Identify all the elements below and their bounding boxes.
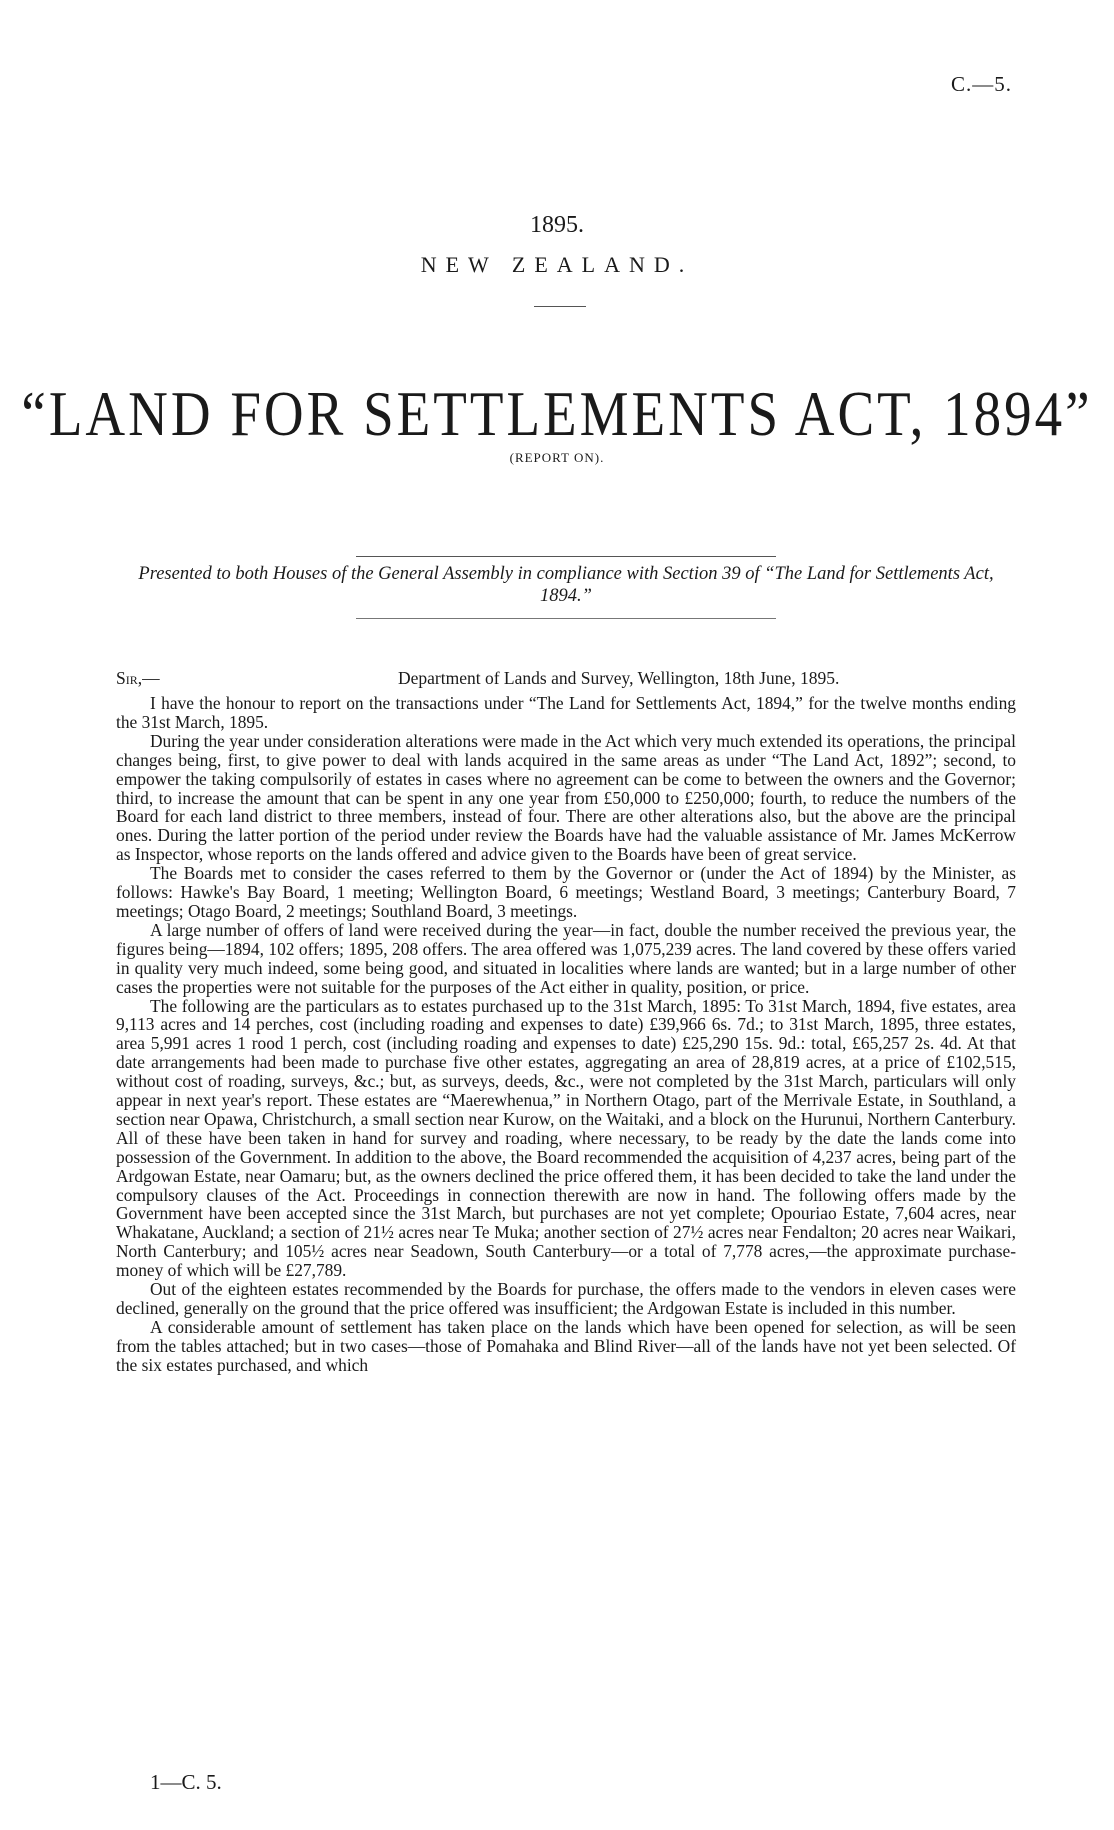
paragraph: The following are the particulars as to estates purchased up to the 31st March, 1895: To 31st March, 1894, five estates, area 9,113 acres and 14 perches, cost (including roading and expenses to date) £39,966 6s. 7d.; to 31st March, 1895, three estates, area 5,991 acres 1 rood 1 perch, cost (including roading and expenses to date) £25,290 15s. 9d.: total, £65,257 2s. 4d. At that date arrangements had been made to purchase five other estates, aggregating an area of 28,819 acres, at a price of £102,515, without cost of roading, surveys, &c.; but, as surveys, deeds, &c., were not completed by the 31st March, particulars will only appear in next year's report. These estates are “Maerewhenua,” in Northern Otago, part of the Merrivale Estate, in Southland, a section near Opawa, Christchurch, a small section near Kurow, on the Waitaki, and a block on the Hurunui, Northern Canterbury. All of these have been taken in hand for survey and roading, where necessary, to be ready by the date the lands come into possession of the Government. In addition to the above, the Board recommended the acquisition of 4,237 acres, being part of the Ardgowan Estate, near Oamaru; but, as the owners declined the price offered them, it has been decided to take the land under the compulsory clauses of the Act. Proceedings in connection therewith are now in hand. The following offers made by the Government have been accepted since the 31st March, but purchases are not yet complete; Opouriao Estate, 7,604 acres, near Whakatane, Auckland; a section of 21½ acres near Te Muka; another section of 27½ acres near Fendalton; 20 acres near Waikari, North Canterbury; and 105½ acres near Seadown, South Canterbury—or a total of 7,778 acres,—the approximate purchase-money of which will be £27,789. bbox=[116, 995, 1016, 1281]
presentation-note: Presented to both Houses of the General Assembly in compliance with Section 39 of “The Land for Settlements Act, 1894.” bbox=[138, 564, 994, 606]
document-title: “LAND FOR SETTLEMENTS ACT, 1894” bbox=[21, 378, 1093, 449]
document-year: 1895. bbox=[530, 212, 584, 238]
paragraph: The Boards met to consider the cases referred to them by the Governor or (under the Act of 1894) by the Minister, as follows: Hawke's Bay Board, 1 meeting; Wellington Board, 6 meetings; Westland Board, 3 meetings; Canterbury Board, 7 meetings; Otago Board, 2 meetings; Southland Board, 3 meetings. bbox=[116, 863, 1016, 921]
paragraph: During the year under consideration alterations were made in the Act which very much extended its operations, the principal changes being, first, to give power to deal with lands acquired in the same areas as under “The Land Act, 1892”; second, to empower the taking compulsorily of estates in cases where no agreement can be come to between the owners and the Governor; third, to increase the amount that can be spent in any one year from £50,000 to £250,000; fourth, to reduce the numbers of the Board for each land district to three members, instead of four. There are other alterations also, but the above are the principal ones. During the latter portion of the period under review the Boards have had the valuable assistance of Mr. James McKerrow as Inspector, whose reports on the lands offered and advice given to the Boards have been of great service. bbox=[116, 730, 1016, 865]
divider bbox=[356, 556, 776, 557]
paragraph: I have the honour to report on the transactions under “The Land for Settlements Act, 1894,” for the twelve months ending the 31st March, 1895. bbox=[116, 693, 1016, 732]
divider bbox=[356, 618, 776, 619]
paragraph: A considerable amount of settlement has taken place on the lands which have been opened for selection, as will be seen from the tables attached; but in two cases—those of Pomahaka and Blind River—all of the lands have not yet been selected. Of the six estates purchased, and which bbox=[116, 1316, 1016, 1375]
divider bbox=[534, 306, 586, 307]
letter-body bbox=[116, 694, 1016, 1375]
paragraph: Out of the eighteen estates recommended by the Boards for purchase, the offers made to the vendors in eleven cases were declined, generally on the ground that the price offered was insufficient; the Ardgowan Estate is included in this number. bbox=[116, 1279, 1016, 1318]
letter-address: Department of Lands and Survey, Wellington, 18th June, 1895. bbox=[398, 668, 840, 688]
page-reference: C.—5. bbox=[950, 72, 1012, 96]
document-subtitle: (REPORT ON). bbox=[509, 450, 605, 465]
country-heading: NEW ZEALAND. bbox=[420, 252, 694, 277]
salutation: Sir,— bbox=[116, 668, 160, 688]
page-footer: 1—C. 5. bbox=[150, 1770, 222, 1794]
paragraph: A large number of offers of land were received during the year—in fact, double the number received the previous year, the figures being—1894, 102 offers; 1895, 208 offers. The area offered was 1,075,239 acres. The land covered by these offers varied in quality very much indeed, some being good, and situated in localities where lands are wanted; but in a large number of other cases the properties were not suitable for the purposes of the Act either in quality, position, or price. bbox=[116, 919, 1016, 997]
